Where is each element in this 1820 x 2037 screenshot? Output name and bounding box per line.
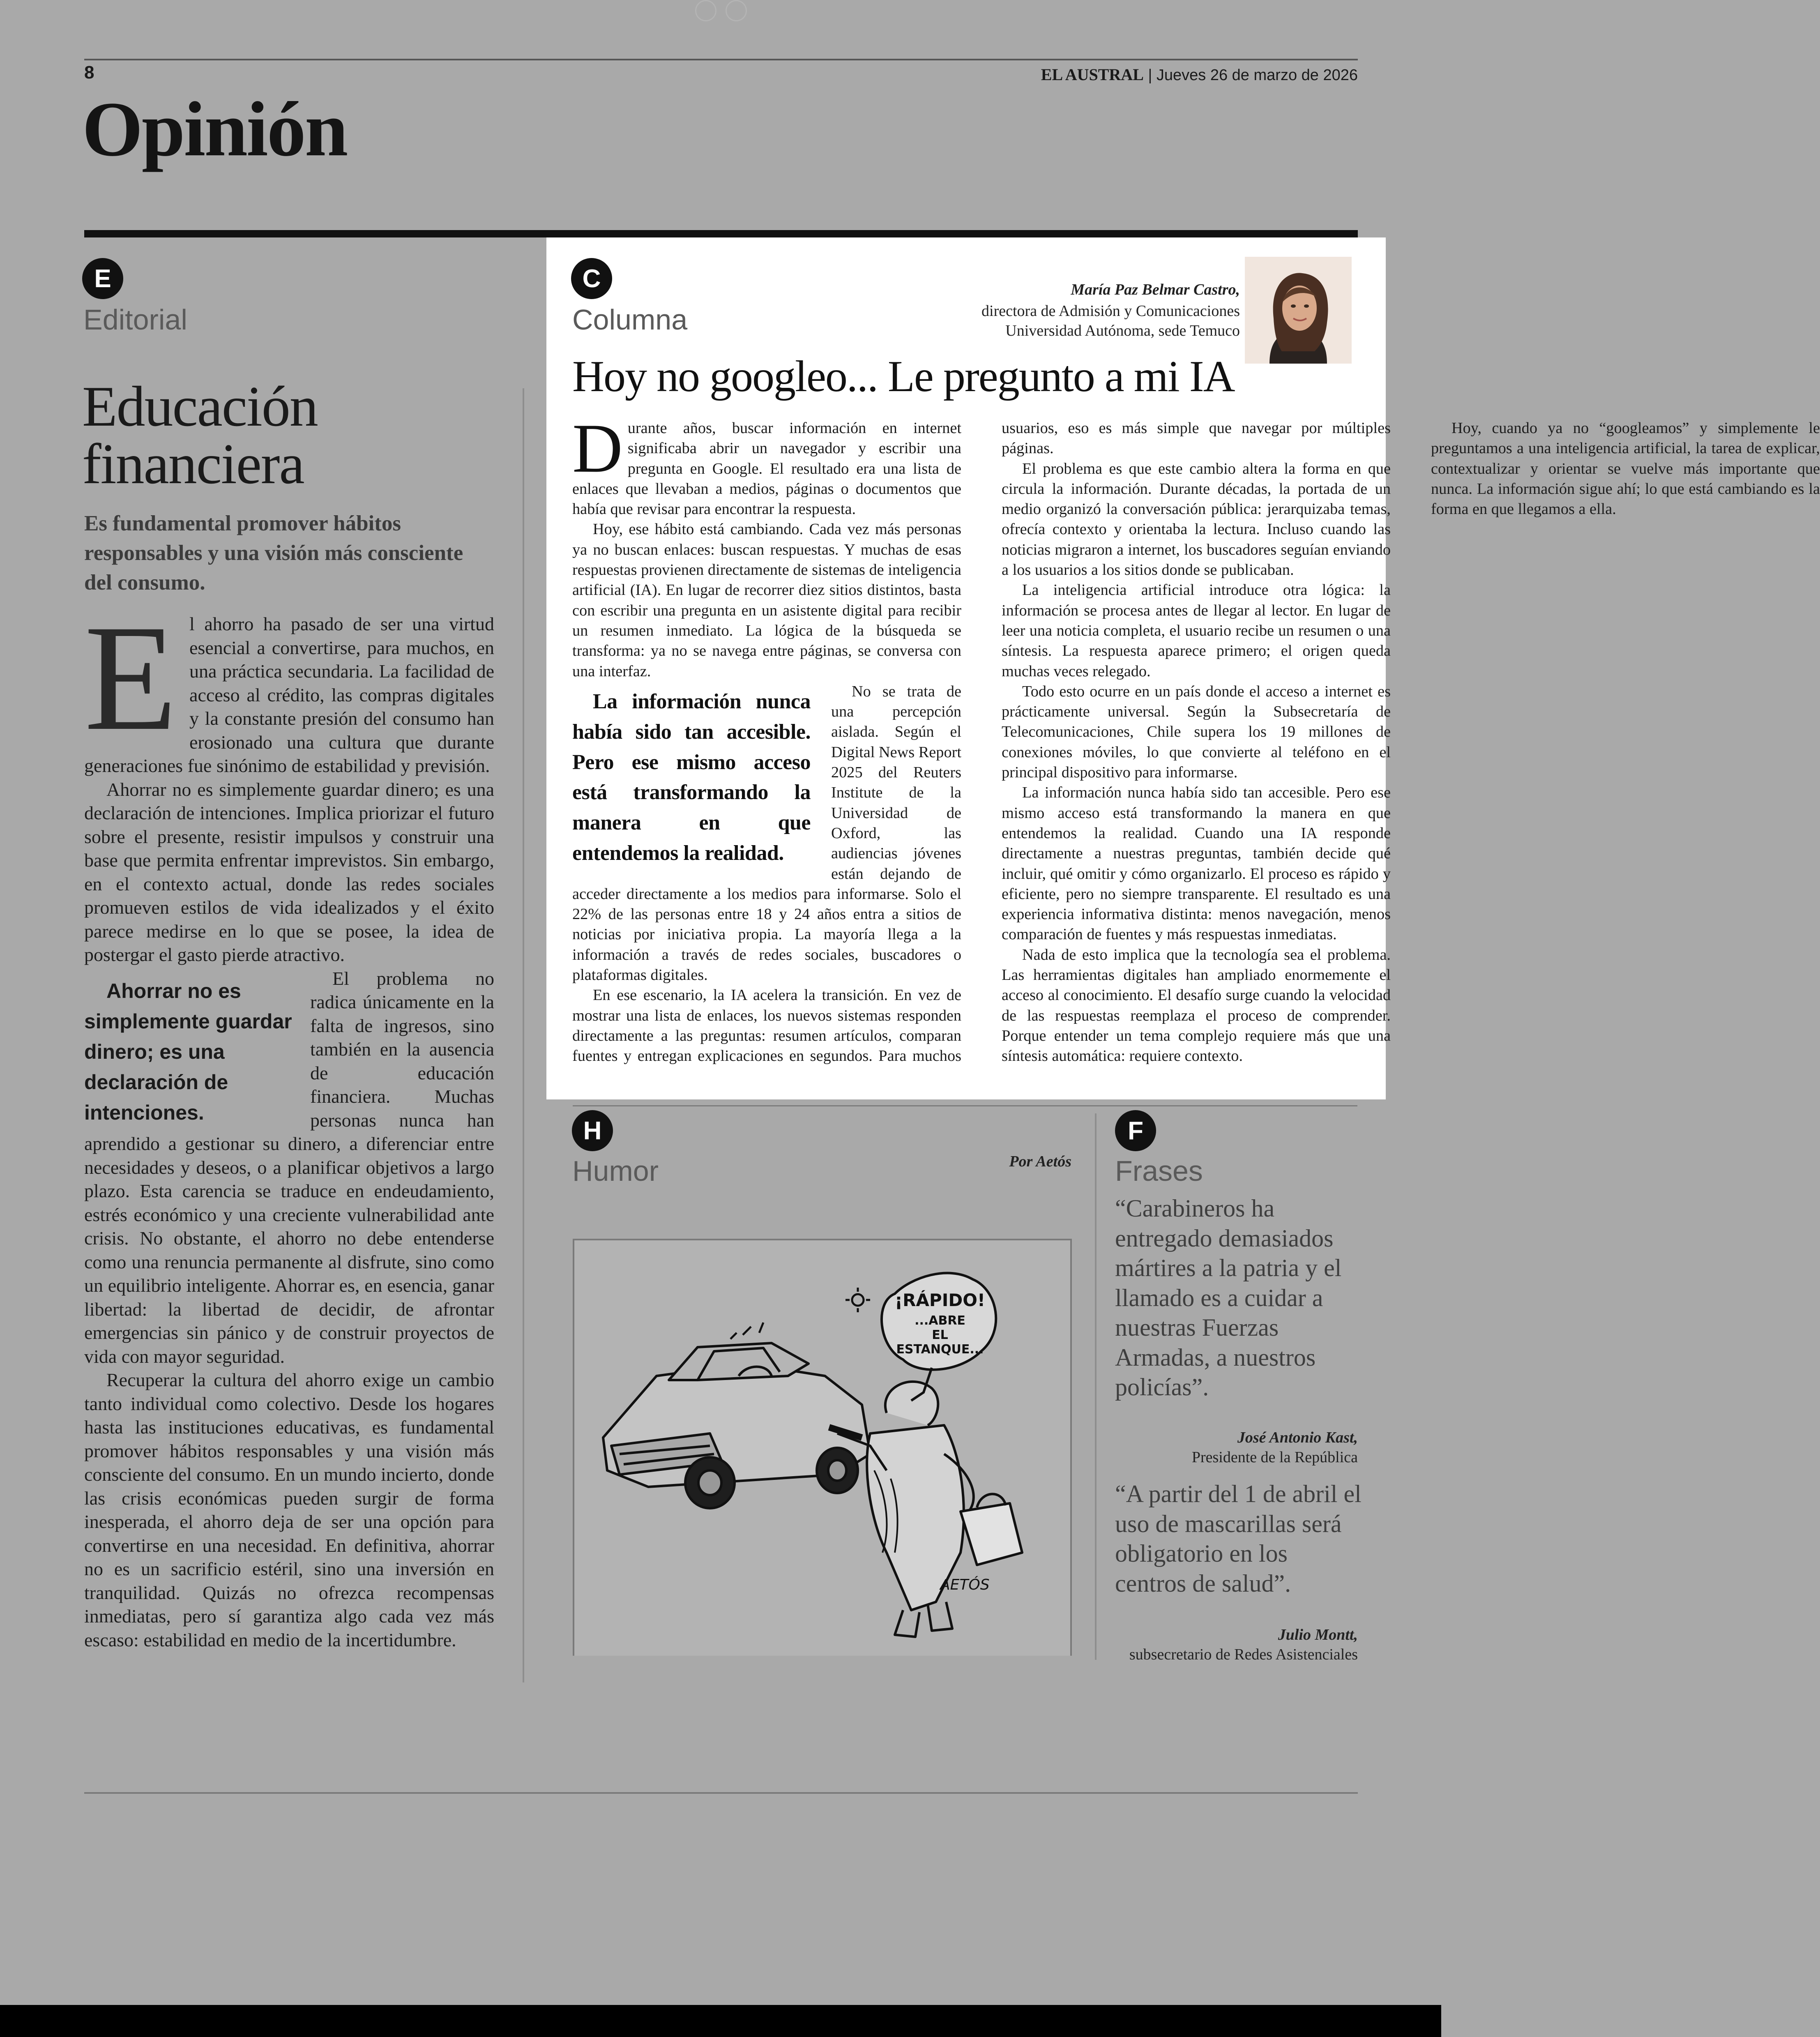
- column-paragraph: La inteligencia artificial introduce otra lógica: la información se procesa antes de llegar al lector. En lugar de leer una noticia completa, el usuario recibe un resumen o una síntesis. La respuesta aparece primero; el origen queda muchas veces relegado.: [1002, 581, 1391, 680]
- column-p1: urante años, buscar información en internet significaba abrir un navegador y escribir una pregunta en Google. El resultado era una lista de enlaces que llevaban a medios, páginas o documentos que había que revisar para encontrar la respuesta.: [572, 419, 961, 518]
- author-role-line1: directora de Admisión y Comunicaciones: [981, 302, 1240, 320]
- humor-kicker: Humor: [572, 1155, 659, 1187]
- editorial-body: [84, 594, 494, 1680]
- quote-1-name: José Antonio Kast,: [1237, 1429, 1358, 1446]
- column-badge: C: [571, 258, 612, 299]
- editorial-paragraph: Recuperar la cultura del ahorro exige un cambio tanto individual como colectivo. Desde los hogares hasta las instituciones educativas, es fundamental promover hábitos responsables y una visión más consciente del consumo. En un mundo incierto, donde las crisis económicas pueden surgir de forma inesperada, el ahorro deja de ser una opción para convertirse en una necesidad. En definitiva, ahorrar no es un sacrificio estéril, sino una inversión en tranquilidad. Quizás no ofrezca recompensas inmediatas, pero sí garantiza algo cada vez más escaso: estabilidad en medio de la incertidumbre.: [84, 1369, 494, 1650]
- column-paragraph: El problema es que este cambio altera la forma en que circula la información. Durante décadas, la portada de un medio organizó la conversación pública: jerarquizaba temas, ofrecía contexto y orientaba la lectura. Incluso cuando las noticias migraron a internet, los buscadores seguían enviando a los usuarios a los sitios donde se publicaban.: [1002, 460, 1391, 579]
- editorial-headline-line1: Educación: [82, 375, 318, 438]
- column-paragraph: [572, 410, 961, 519]
- author-avatar: [1245, 257, 1352, 364]
- editorial-p1: l ahorro ha pasado de ser una virtud esencial a convertirse, para muchos, en una práctica secundaria. La facilidad de acceso al crédito, las compras digitales y la constante presión del consumo han erosionado una cultura que durante generaciones fue sinónimo de estabilidad y previsión.: [84, 613, 494, 776]
- humor-rule: [573, 1105, 1357, 1106]
- bubble-line4: ESTANQUE...: [896, 1342, 984, 1357]
- bottom-bar: [0, 2005, 1441, 2037]
- column-p3: No se trata de una percepción aislada. Según el Digital News Report 2025 del Reuters Institute de la Universidad de Oxford, las audiencias jóvenes están dejando de acceder directamente a los medios para informarse. Solo el 22% de las personas entre 18 y 24 años entra a sitios de noticias por iniciativa propia. La mayoría llega a la información a través de redes sociales, buscadores o plataformas digitales.: [572, 682, 961, 984]
- cartoon-drawing: [574, 1240, 1074, 1657]
- author-name: María Paz Belmar Castro,: [1071, 281, 1240, 298]
- cartoon-signature: AETÓS: [940, 1576, 990, 1593]
- bottom-rule: [84, 1792, 1358, 1794]
- column-kicker: Columna: [572, 304, 688, 336]
- bubble-line3: EL: [932, 1328, 948, 1342]
- editorial-deck: Es fundamental promover hábitos responsables y una visión más consciente del consumo.: [84, 512, 463, 595]
- top-rule: [84, 59, 1358, 60]
- humor-badge: H: [572, 1110, 613, 1151]
- column-paragraph: En ese escenario, la IA acelera la transición. En vez de mostrar una lista de enlaces, los nuevos sistemas responden directamente a las preguntas: resumen artículos, comparan fuentes y entregan explicaciones en segundos. Para muchos usuarios, eso es más simple que navegar por múltiples páginas.: [572, 419, 1391, 1065]
- masthead-name: EL AUSTRAL: [1041, 65, 1144, 84]
- column-headline: Hoy no googleo... Le pregunto a mi IA: [572, 352, 1235, 401]
- column-paragraph: [572, 682, 961, 985]
- masthead-date: Jueves 26 de marzo de 2026: [1156, 67, 1358, 84]
- next-page-icon[interactable]: [726, 0, 747, 21]
- author-role-line2: Universidad Autónoma, sede Temuco: [1005, 322, 1240, 339]
- column-paragraph: Hoy, cuando ya no “googleamos” y simplemente le preguntamos a una inteligencia artificial, la tarea de explicar, contextualizar y orientar se vuelve más importante que nunca. La información sigue ahí; lo que está cambiando es la forma en que llegamos a ella.: [1431, 419, 1820, 518]
- section-title: Opinión: [82, 86, 347, 173]
- column-dropcap: D: [572, 410, 623, 487]
- prev-page-icon[interactable]: [695, 0, 716, 21]
- column-body: [572, 410, 1820, 1096]
- quote-2-role: subsecretario de Redes Asistenciales: [1129, 1646, 1358, 1663]
- cartoon: [573, 1239, 1072, 1656]
- quote-1: “Carabineros ha entregado demasiados mártires a la patria y el llamado es a cuidar a nuestras Fuerzas Armadas, a nuestros policías”.: [1115, 1195, 1342, 1401]
- editorial-badge: E: [82, 258, 123, 299]
- column-paragraph: Todo esto ocurre en un país donde el acceso a internet es prácticamente universal. Según la Subsecretaría de Telecomunicaciones, Chile supera los 19 millones de conexiones móviles, lo que convierte al teléfono en el principal dispositivo para informarse.: [1002, 682, 1391, 781]
- bubble-line1: ¡RÁPIDO!: [894, 1290, 986, 1310]
- bubble-line2: ...ABRE: [915, 1313, 965, 1328]
- column-pullquote: La información nunca había sido tan accesible. Pero ese mismo acceso está transformando la manera en que entendemos la realidad.: [572, 689, 811, 865]
- column-paragraph: La información nunca había sido tan accesible. Pero ese mismo acceso está transformando la manera en que entendemos la realidad. Cuando una IA responde directamente a nuestras preguntas, también decide qué incluir, qué omitir y cómo organizarlo. El proceso es rápido y eficiente, pero no siempre transparente. El resultado es una experiencia informativa distinta: menos navegación, menos comparación de fuentes y más respuestas inmediatas.: [1002, 784, 1391, 943]
- column-paragraph: Nada de esto implica que la tecnología sea el problema. Las herramientas digitales han ampliado enormemente el acceso al conocimiento. El desafío surge cuando la velocidad de las respuestas reemplaza el proceso de comprender. Porque entender un tema complejo requiere más que una síntesis automática: requiere contexto.: [1002, 946, 1391, 1065]
- frases-badge: F: [1115, 1110, 1156, 1151]
- frases-divider: [1095, 1113, 1097, 1660]
- editorial-dropcap: E: [84, 594, 177, 762]
- section-rule: [84, 230, 1358, 237]
- editorial-headline-line2: financiera: [82, 432, 304, 496]
- column-divider: [523, 388, 524, 1682]
- editorial-paragraph: [84, 594, 494, 778]
- humor-byline: Por Aetós: [1009, 1153, 1071, 1170]
- frases-kicker: Frases: [1115, 1155, 1203, 1187]
- editorial-kicker: Editorial: [83, 304, 187, 336]
- editorial-paragraph: Ahorrar no es simplemente guardar dinero; es una declaración de intenciones. Implica priorizar el futuro sobre el presente, resistir impulsos y construir una base que permita enfrentar imprevistos. Sin embargo, en el contexto actual, donde las redes sociales promueven estilos de vida idealizados y el éxito parece medirse en lo que se posee, la idea de postergar el gasto pierde atractivo.: [84, 779, 494, 965]
- editorial-p3: El problema no radica únicamente en la falta de ingresos, sino también en la ausencia de educación financiera. Muchas personas nunca han aprendido a gestionar su dinero, a diferenciar entre necesidades y deseos, o a planificar objetivos a largo plazo. Esta carencia se traduce en endeudamiento, estrés económico y una creciente vulnerabilidad ante crisis. No obstante, el ahorro no debe entenderse como una renuncia permanente al disfrute, sino como un equilibrio inteligente. Ahorrar es, en esencia, ganar libertad: la libertad de decidir, de afrontar emergencias sin pánico y de construir proyectos de vida con mayor seguridad.: [84, 968, 494, 1367]
- editorial-headline: [82, 375, 493, 496]
- quote-1-role: Presidente de la República: [1191, 1449, 1358, 1466]
- quote-2-name: Julio Montt,: [1278, 1626, 1358, 1643]
- author-role: [981, 301, 1240, 341]
- page-number: 8: [84, 62, 94, 83]
- editorial-paragraph: [84, 967, 494, 1369]
- editorial-pullquote: Ahorrar no es simplemente guardar dinero; es una declaración de intenciones.: [84, 979, 292, 1124]
- quote-2: “A partir del 1 de abril el uso de mascarillas será obligatorio en los centros de salud”.: [1115, 1480, 1362, 1597]
- column-paragraph: Hoy, ese hábito está cambiando. Cada vez más personas ya no buscan enlaces: buscan respuestas. Y muchas de esas respuestas provienen directamente de sistemas de inteligencia artificial (IA). En lugar de recorrer diez sitios distintos, basta con escribir una pregunta en un asistente digital para recibir un resumen inmediato. La lógica de la búsqueda se transforma: ya no se navega entre páginas, se conversa con una interfaz.: [572, 521, 961, 680]
- masthead: [1041, 65, 1358, 84]
- masthead-separator: |: [1148, 67, 1152, 84]
